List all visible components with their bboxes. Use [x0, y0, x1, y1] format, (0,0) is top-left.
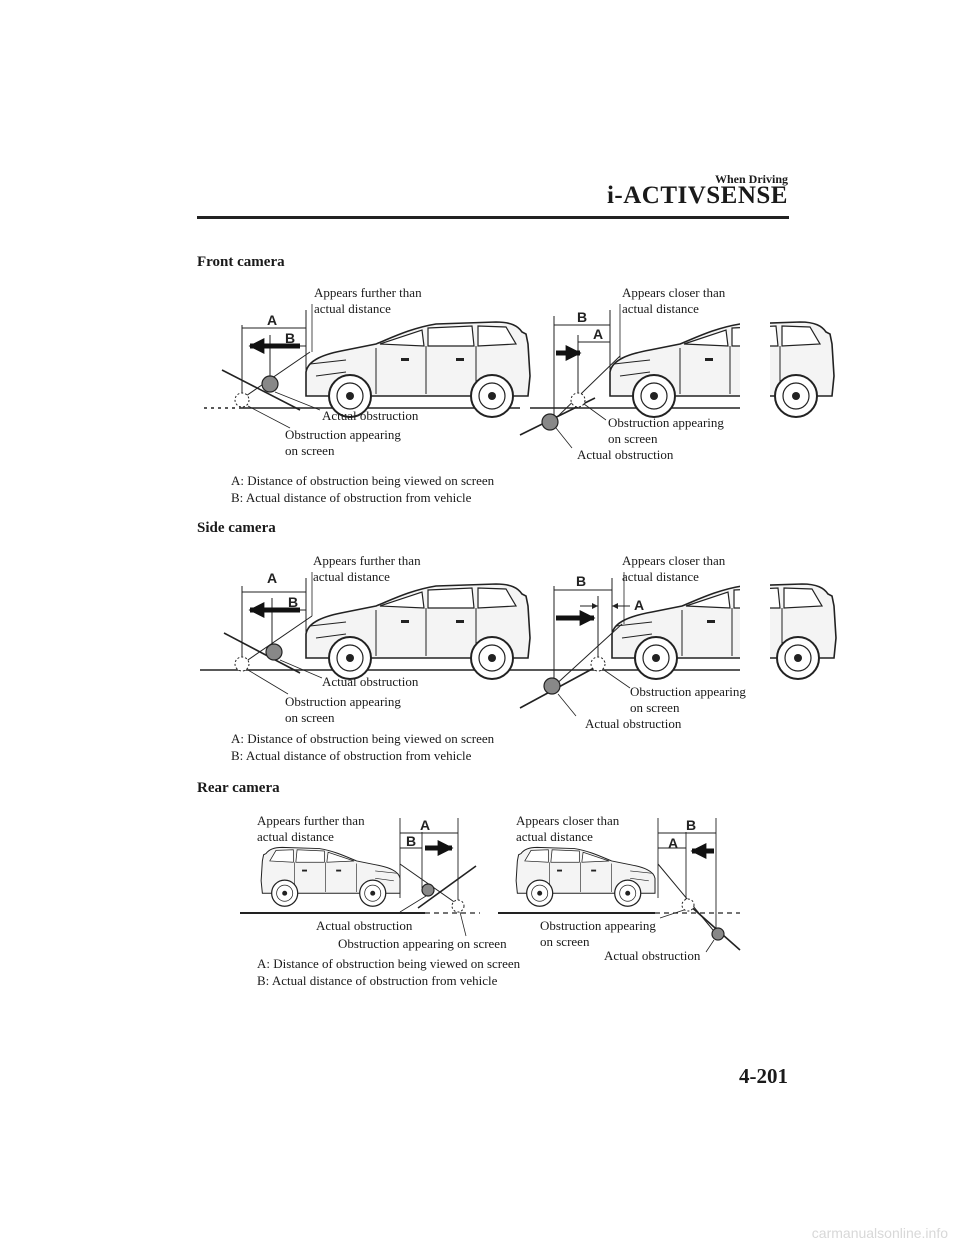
front-right-actual-obstruction-label: Actual obstruction — [577, 447, 674, 462]
dimension-letter-a: A — [420, 817, 431, 833]
side-legend-a: A: Distance of obstruction being viewed on screen — [231, 731, 495, 746]
front-right-obstruction-appearing-label: Obstruction appearing on screen — [608, 415, 724, 446]
dimension-letter-b: B — [576, 573, 587, 589]
rear-right-appears-closer-label: Appears closer than actual distance — [516, 813, 620, 844]
front-right-appears-closer-label: Appears closer than actual distance — [622, 285, 726, 316]
side-right-actual-obstruction-label: Actual obstruction — [585, 716, 682, 731]
side-left-actual-obstruction-label: Actual obstruction — [322, 674, 419, 689]
rear-right-actual-obstruction-label: Actual obstruction — [604, 948, 701, 963]
dimension-letter-a: A — [593, 326, 604, 342]
rear-right-obstruction-appearing-label: Obstruction appearing on screen — [540, 918, 656, 949]
dimension-letter-b: B — [285, 330, 296, 346]
page-number: 4-201 — [739, 1064, 788, 1088]
side-right-appears-closer-label: Appears closer than actual distance — [622, 553, 726, 584]
section-title: i-ACTIVSENSE — [606, 182, 788, 209]
dimension-letter-b: B — [577, 309, 588, 325]
dimension-letter-b: B — [288, 594, 299, 610]
front-camera-heading: Front camera — [197, 254, 285, 270]
front-legend-a: A: Distance of obstruction being viewed on screen — [231, 473, 495, 488]
dimension-letter-a: A — [267, 312, 278, 328]
front-left-appears-further-label: Appears further than actual distance — [314, 285, 422, 316]
side-left-appears-further-label: Appears further than actual distance — [313, 553, 421, 584]
side-left-obstruction-appearing-label: Obstruction appearing on screen — [285, 694, 401, 725]
side-legend-b: B: Actual distance of obstruction from vehicle — [231, 748, 472, 763]
watermark: carmanualsonline.info — [811, 1225, 948, 1241]
dimension-letter-b: B — [406, 833, 417, 849]
rear-legend-b: B: Actual distance of obstruction from vehicle — [257, 973, 498, 988]
dimension-letter-a: A — [668, 835, 679, 851]
side-right-obstruction-appearing-label: Obstruction appearing on screen — [630, 684, 746, 715]
rear-left-actual-obstruction-label: Actual obstruction — [316, 918, 413, 933]
dimension-letter-a: A — [267, 570, 278, 586]
rear-legend-a: A: Distance of obstruction being viewed on screen — [257, 956, 521, 971]
rear-camera-heading: Rear camera — [197, 780, 280, 796]
rear-left-appears-further-label: Appears further than actual distance — [257, 813, 365, 844]
dimension-letter-b: B — [686, 817, 697, 833]
front-left-obstruction-appearing-label: Obstruction appearing on screen — [285, 427, 401, 458]
side-camera-heading: Side camera — [197, 520, 276, 536]
chapter-label: When Driving — [714, 172, 788, 186]
header-rule — [197, 216, 789, 219]
front-legend-b: B: Actual distance of obstruction from vehicle — [231, 490, 472, 505]
rear-left-obstruction-appearing-label: Obstruction appearing on screen — [338, 936, 507, 951]
front-left-actual-obstruction-label: Actual obstruction — [322, 408, 419, 423]
dimension-letter-a: A — [634, 597, 645, 613]
